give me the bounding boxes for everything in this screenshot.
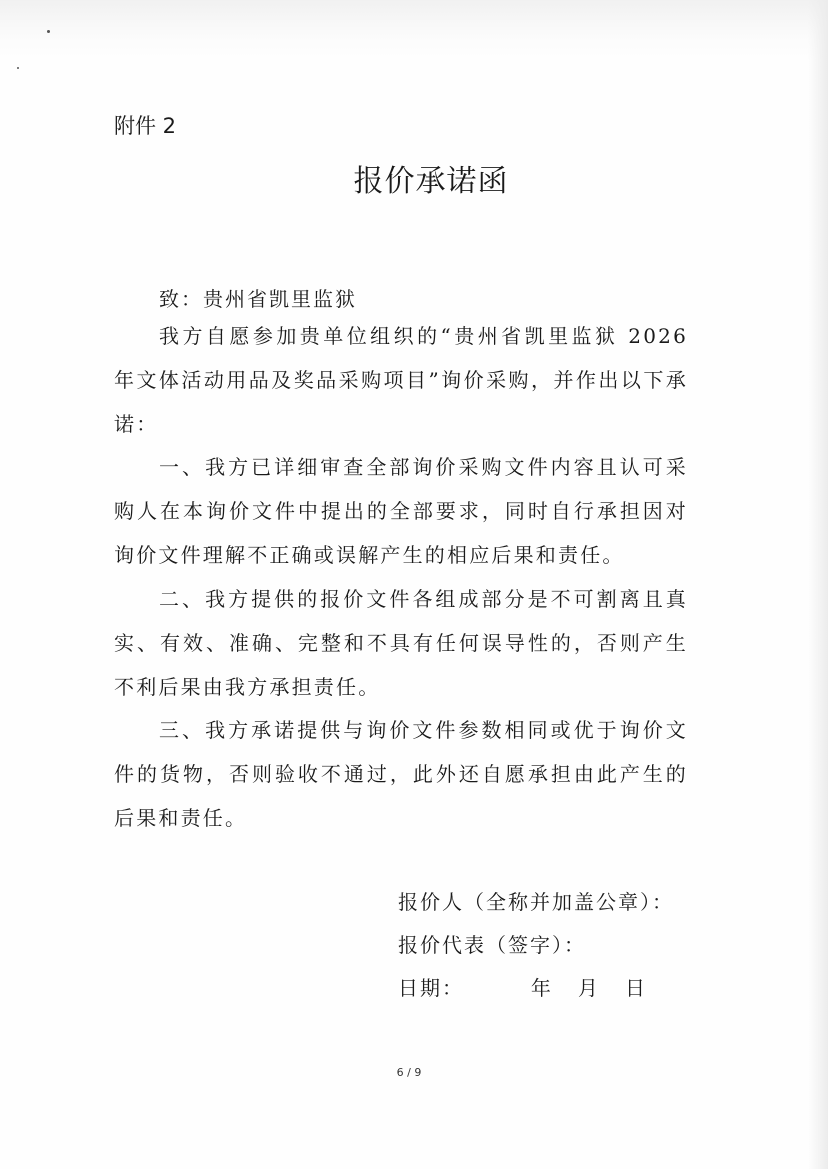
signature-quoter: 报价人（全称并加盖公章）： <box>398 890 674 914</box>
page-number: 6 / 9 <box>396 1066 422 1079</box>
paragraph-intro: 我方自愿参加贵单位组织的“贵州省凯里监狱 2026 年文体活动用品及奖品采购项目”询价采购，并作出以下承诺： <box>114 324 688 436</box>
page-title: 报价承诺函 <box>353 164 509 199</box>
paragraph-commitment-1: 一、我方已详细审查全部询价采购文件内容且认可采购人在本询价文件中提出的全部要求，同时自行承担因对询价文件理解不正确或误解产生的相应后果和责任。 <box>114 455 688 567</box>
signature-representative: 报价代表（签字）： <box>398 933 586 957</box>
salutation: 致：贵州省凯里监狱 <box>159 287 357 311</box>
scan-speck <box>47 30 50 33</box>
scan-shadow-top <box>0 0 828 60</box>
signature-date: 日期： 年 月 日 <box>398 976 648 1000</box>
attachment-label: 附件 2 <box>114 114 177 138</box>
paragraph-commitment-2: 二、我方提供的报价文件各组成部分是不可割离且真实、有效、准确、完整和不具有任何误导性的，否则产生不利后果由我方承担责任。 <box>114 587 688 699</box>
paragraph-commitment-3: 三、我方承诺提供与询价文件参数相同或优于询价文件的货物，否则验收不通过，此外还自愿承担由此产生的后果和责任。 <box>114 718 688 830</box>
scan-speck <box>17 67 19 69</box>
